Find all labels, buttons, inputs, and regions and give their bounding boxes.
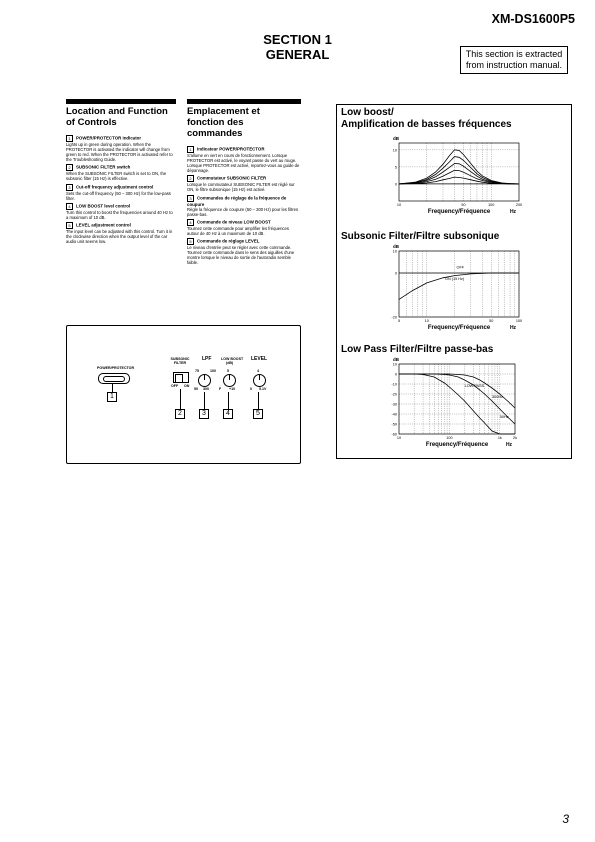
y-tick-label: -60 xyxy=(391,432,397,437)
y-tick-label: -20 xyxy=(391,392,397,397)
item-text: Le niveau d'entrée peut se régler avec cette commande. Tournez cette commande dans le sens des aiguilles d'une montre lorsque le niveau de sortie de l'autoradio semble faible. xyxy=(187,245,295,266)
section-number: SECTION 1 xyxy=(263,32,332,47)
y-tick-label: 0 xyxy=(394,182,397,187)
item-number: 2 xyxy=(187,175,194,182)
item-text: Turn this control to boost the frequencies around 40 Hz to a maximum of 10 dB. xyxy=(66,209,173,220)
item-text: Lorsque le commutateur SUBSONIC FILTER est réglé sur ON, le filtre subsonique (15 Hz) est activé. xyxy=(187,182,295,193)
low-boost-chart xyxy=(337,131,571,227)
callout-1: 1 xyxy=(107,392,117,402)
subsonic-switch-knob[interactable] xyxy=(175,374,183,383)
french-item-1 xyxy=(187,146,301,173)
x-axis-label: Frequency/Fréquence xyxy=(427,325,491,331)
x-tick-label: 10 xyxy=(396,436,402,440)
x-unit-label: Hz xyxy=(509,209,517,215)
y-tick-label: -40 xyxy=(391,412,397,417)
x-tick-label: 1k xyxy=(497,436,502,440)
english-heading-bar xyxy=(66,99,176,104)
x-unit-label: Hz xyxy=(509,325,517,331)
y-tick-label: 5 xyxy=(394,165,397,170)
annotation-3: 50Hz xyxy=(499,415,509,419)
x-tick-label: 10 xyxy=(424,319,429,323)
y-tick-label: 0 xyxy=(394,271,397,276)
subsonic-label-line1: SUBSONIC xyxy=(170,357,190,361)
item-number: 3 xyxy=(187,195,194,202)
x-tick-label: 100 xyxy=(446,436,453,440)
english-items xyxy=(66,135,176,244)
plot-frame xyxy=(399,143,519,201)
y-tick-label: -30 xyxy=(391,402,397,407)
x-unit-label: Hz xyxy=(505,442,513,448)
english-heading-line2: of Controls xyxy=(66,117,117,128)
power-protector-label: POWER/PROTECTOR xyxy=(97,366,135,370)
item-text: Sets the cut-off frequency (50 – 300 Hz) for the low-pass filter. xyxy=(66,190,171,201)
english-item-1 xyxy=(66,135,176,162)
level-mark-max: 5.1V xyxy=(259,387,267,391)
french-heading-bar xyxy=(187,99,301,104)
series-label-2: ON (15 Hz) xyxy=(445,277,465,282)
lowboost-mark-5: 5 xyxy=(227,369,229,373)
y-unit-label: dB xyxy=(393,244,399,249)
english-heading-line1: Location and Function xyxy=(66,106,168,117)
subsonic-off-label: OFF xyxy=(171,384,179,388)
page-number: 3 xyxy=(562,812,569,826)
series-label-1: OFF xyxy=(456,265,465,270)
callout-5: 5 xyxy=(253,409,263,419)
annotation-2: 300Hz xyxy=(492,395,503,399)
x-tick-label: 5 xyxy=(397,319,401,323)
lowpass-title: Low Pass Filter/Filtre passe-bas xyxy=(341,344,494,355)
x-tick-label: 100 xyxy=(515,319,523,323)
y-tick-label: -10 xyxy=(391,382,397,387)
item-number: 4 xyxy=(66,203,73,210)
lpf-label: LPF xyxy=(202,356,212,362)
french-items xyxy=(187,146,301,265)
french-item-2 xyxy=(187,175,301,192)
item-number: 2 xyxy=(66,164,73,171)
item-title: Commande de réglage LEVEL xyxy=(197,238,260,244)
y-tick-label: -20 xyxy=(391,315,397,320)
lpf-knob[interactable] xyxy=(198,374,211,387)
y-tick-label: 10 xyxy=(392,362,397,367)
english-item-3 xyxy=(66,184,176,201)
level-knob[interactable] xyxy=(253,374,266,387)
item-title: POWER/PROTECTOR indicator xyxy=(76,135,142,141)
series-line-3 xyxy=(399,164,519,184)
item-number: 5 xyxy=(187,238,194,245)
x-tick-label: 50 xyxy=(461,203,466,207)
english-item-5 xyxy=(66,222,176,244)
lowboost-knob[interactable] xyxy=(223,374,236,387)
english-item-2 xyxy=(66,164,176,181)
item-text: The input level can be adjusted with this control. Turn it in the clockwise direction when the output level of the car audio unit seems low. xyxy=(66,228,173,245)
item-text: When the SUBSONIC FILTER switch is set to ON, the subsonic filter (15 Hz) is effective. xyxy=(66,171,167,182)
x-tick-label: 200 xyxy=(515,203,523,207)
item-title: Commandes de réglage de la fréquence de coupure xyxy=(187,195,287,207)
callout-2: 2 xyxy=(175,409,185,419)
item-text: Lights up in green during operation. When the PROTECTOR is activated the indicator will change from green to red. When the PROTECTOR is activated refer to the Troubleshooting Guide. xyxy=(66,142,173,163)
subsonic-title: Subsonic Filter/Filtre subsonique xyxy=(341,231,500,242)
french-item-5 xyxy=(187,238,301,265)
lowboost-unit: (dB) xyxy=(226,361,234,365)
graph-panel xyxy=(336,104,572,459)
item-number: 5 xyxy=(66,222,73,229)
lowboost-mark-max: +10 xyxy=(229,387,236,391)
item-number: 4 xyxy=(187,219,194,226)
item-title: LOW BOOST level control xyxy=(76,203,131,209)
x-tick-label: 10 xyxy=(396,203,402,207)
lpf-mark-50: 50 xyxy=(194,387,198,391)
x-tick-label: 50 xyxy=(489,319,494,323)
lpf-mark-300: 300 xyxy=(203,387,209,391)
item-title: LEVEL adjustment control xyxy=(76,222,131,228)
lowboost-label: LOW BOOST xyxy=(221,357,244,361)
english-item-4 xyxy=(66,203,176,220)
french-heading-line1: Emplacement et xyxy=(187,106,260,117)
level-mark-mid: 4 xyxy=(257,369,259,373)
low-boost-title-line2: Amplification de basses fréquences xyxy=(341,119,512,130)
french-heading-line2: fonction des commandes xyxy=(187,117,244,139)
section-title: GENERAL xyxy=(265,47,330,62)
item-text: Règle la fréquence de coupure (50 – 300 Hz) pour les filtres passe-bas. xyxy=(187,206,299,217)
french-item-4 xyxy=(187,219,301,236)
y-tick-label: -50 xyxy=(391,422,397,427)
x-axis-label: Frequency/Fréquence xyxy=(427,209,491,215)
item-number: 1 xyxy=(66,135,73,142)
item-title: SUBSONIC FILTER switch xyxy=(76,164,131,170)
low-boost-title-line1: Low boost/ xyxy=(341,107,394,118)
x-tick-label: 2k xyxy=(512,436,518,440)
power-indicator xyxy=(98,373,130,384)
item-title: Indicateur POWER/PROTECTOR xyxy=(197,146,265,152)
level-mark-min: 0 xyxy=(250,387,252,391)
y-tick-label: 10 xyxy=(392,148,397,153)
x-axis-label: Frequency/Fréquence xyxy=(425,442,489,448)
item-title: Commutateur SUBSONIC FILTER xyxy=(197,175,267,181)
y-tick-label: 10 xyxy=(392,249,397,254)
item-title: Commande de niveau LOW BOOST xyxy=(197,219,271,225)
french-column xyxy=(187,99,301,267)
subsonic-chart xyxy=(337,243,571,339)
lowpass-chart xyxy=(337,356,571,456)
item-number: 1 xyxy=(187,146,194,153)
french-item-3 xyxy=(187,195,301,217)
callout-3: 3 xyxy=(199,409,209,419)
level-label: LEVEL xyxy=(251,356,268,362)
y-unit-label: dB xyxy=(393,136,399,141)
plot-frame xyxy=(399,251,519,317)
extract-note: This section is extracted from instruction manual. xyxy=(460,46,568,74)
callout-4: 4 xyxy=(223,409,233,419)
lpf-mark-75: 75 xyxy=(195,369,199,373)
subsonic-switch[interactable] xyxy=(173,372,189,383)
y-tick-label: 0 xyxy=(394,372,397,377)
x-tick-label: 100 xyxy=(488,203,495,207)
subsonic-label-line2: FILTER xyxy=(173,361,187,365)
subsonic-on-label: ON xyxy=(184,384,190,388)
lpf-mark-100: 100 xyxy=(210,369,216,373)
item-text: S'allume en vert en cours de fonctionnement. Lorsque PROTECTOR est activé, le voyant passe du vert au rouge. Lorsque PROTECTOR est activé, reportez-vous au guide de dépannage. xyxy=(187,153,300,174)
control-panel-illustration xyxy=(66,325,301,464)
lowboost-mark-flat: F xyxy=(219,387,222,391)
item-title: Cut-off frequency adjustment control xyxy=(76,184,154,190)
y-unit-label: dB xyxy=(393,357,399,362)
series-line-2 xyxy=(399,374,515,424)
item-text: Tournez cette commande pour amplifier les fréquences autour de 40 Hz à un maximum de 10 dB. xyxy=(187,225,289,236)
annotation-1: LOW PASS xyxy=(464,384,485,388)
model-number: XM-DS1600P5 xyxy=(491,12,575,26)
item-number: 3 xyxy=(66,184,73,191)
english-column xyxy=(66,99,176,246)
